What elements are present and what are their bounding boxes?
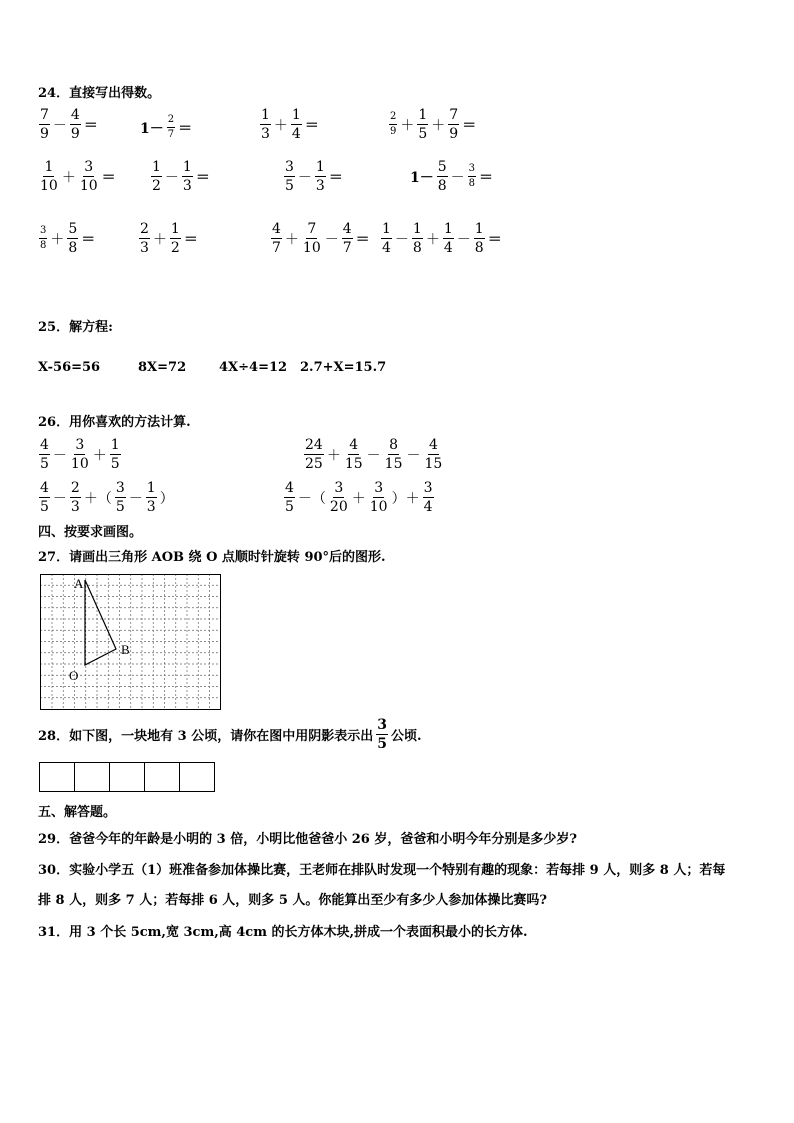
fraction-numerator: 7 [449, 107, 459, 123]
fraction-denominator: 10 [79, 178, 98, 194]
fraction-denominator: 8 [474, 240, 484, 256]
q28-text-before: 28．如下图，一块地有 3 公顷，请你在图中用阴影表示出 [38, 729, 374, 744]
fraction-numerator: 1 [382, 221, 391, 237]
fraction [67, 222, 78, 255]
fraction [344, 438, 364, 471]
fraction [437, 160, 448, 193]
fraction-numerator: 2 [70, 480, 80, 496]
equals-sign: ＝ [178, 120, 193, 137]
fraction-numerator: 3 [374, 480, 384, 496]
fraction [342, 222, 353, 255]
operator: 1－ [410, 169, 434, 186]
fraction-numerator: 1 [152, 159, 161, 175]
fraction-numerator: 1 [443, 221, 453, 237]
q24-expression-12 [380, 222, 502, 255]
fraction-denominator: 9 [70, 126, 80, 142]
equals-sign: ＝ [101, 169, 116, 186]
operator: － [450, 169, 465, 186]
fraction-numerator: 3 [285, 159, 294, 175]
fraction-denominator: 3 [182, 178, 192, 194]
equals-sign: ＝ [183, 231, 198, 248]
q24-expression-5 [38, 160, 116, 193]
q30-line-2: 排 8 人，则多 7 人；若每排 6 人，则多 5 人。你能算出至少有多少人参加体操比赛吗? [38, 893, 548, 908]
fraction-numerator: 1 [182, 159, 192, 175]
fraction-numerator: 4 [40, 480, 49, 496]
fraction-numerator: 1 [412, 221, 422, 237]
section-5-heading: 五、解答题。 [38, 805, 117, 820]
q26-expression-3 [38, 481, 176, 514]
fraction-numerator: 5 [68, 221, 78, 237]
fraction-numerator: 3 [423, 480, 433, 496]
operator: ＋ [152, 231, 167, 248]
fraction [315, 160, 326, 193]
fraction [271, 222, 282, 255]
equation-2: 8X=72 [138, 360, 187, 375]
fraction-denominator: 5 [115, 499, 125, 515]
equals-sign: ＝ [462, 117, 477, 134]
fraction [329, 481, 349, 514]
q24-expression-1 [38, 108, 98, 141]
equals-sign: ＝ [304, 117, 319, 134]
fraction-denominator: 7 [272, 240, 281, 256]
q24-expression-8 [408, 160, 493, 193]
q24-expression-7 [283, 160, 343, 193]
fraction-denominator: 5 [285, 499, 294, 515]
operator: ＋ [92, 447, 107, 464]
land-boxes [39, 762, 215, 792]
fraction [167, 115, 175, 140]
operator: ） [159, 490, 174, 507]
q26-expression-2 [303, 438, 444, 471]
fraction-numerator: 7 [40, 107, 49, 123]
fraction-denominator: 3 [146, 499, 156, 515]
fraction [39, 226, 47, 251]
fraction [468, 164, 476, 189]
fraction-denominator: 2 [170, 240, 180, 256]
q28-question [38, 718, 421, 751]
fraction [70, 108, 81, 141]
fraction [304, 438, 324, 471]
fraction-denominator: 5 [285, 178, 294, 194]
fraction-denominator: 15 [344, 456, 363, 472]
q24-expression-3 [259, 108, 319, 141]
fraction-denominator: 7 [342, 240, 352, 256]
fraction-numerator: 4 [285, 480, 294, 496]
fraction-denominator: 4 [423, 499, 433, 515]
fraction [284, 160, 295, 193]
operator: ＋ [61, 169, 76, 186]
q28-fraction [376, 718, 388, 751]
operator: ）＋ [391, 490, 420, 507]
fraction [139, 222, 150, 255]
fraction-denominator: 5 [418, 126, 428, 142]
equals-sign: ＝ [83, 117, 98, 134]
fraction-denominator: 3 [261, 126, 270, 142]
operator: － [164, 169, 179, 186]
fraction-denominator: 2 [152, 178, 161, 194]
operator: ＋ [284, 231, 299, 248]
fraction-numerator: 1 [146, 480, 156, 496]
fraction-numerator: 4 [428, 437, 438, 453]
fraction-denominator: 25 [305, 456, 323, 472]
fraction-numerator: 1 [44, 159, 54, 175]
grid-lines [40, 574, 221, 710]
fraction-denominator: 9 [449, 126, 459, 142]
fraction [412, 222, 423, 255]
operator: － [406, 447, 421, 464]
fraction [423, 481, 434, 514]
fraction-denominator: 15 [384, 456, 403, 472]
fraction [284, 481, 295, 514]
fraction-numerator: 3 [39, 226, 47, 239]
fraction-numerator: 24 [305, 437, 323, 453]
equals-sign: ＝ [328, 169, 343, 186]
fraction-denominator: 9 [40, 126, 49, 142]
operator: － [394, 231, 409, 248]
fraction [151, 160, 162, 193]
fraction-numerator: 1 [291, 107, 301, 123]
operator: －（ [297, 490, 326, 507]
fraction-denominator: 3 [140, 240, 149, 256]
fraction [70, 481, 81, 514]
fraction-denominator: 8 [40, 240, 47, 251]
equation-3: 4X÷4=12 [219, 360, 288, 375]
q26-expression-4 [283, 481, 435, 514]
q24-expression-2 [138, 115, 192, 140]
fraction [443, 222, 454, 255]
operator: ＋ [50, 231, 65, 248]
fraction-denominator: 4 [443, 240, 453, 256]
rotation-grid-figure [40, 574, 222, 711]
fraction-denominator: 5 [40, 456, 49, 472]
fraction [260, 108, 271, 141]
operator: ＋ [425, 231, 440, 248]
q31-text: 31．用 3 个长 5cm,宽 3cm,高 4cm 的长方体木块,拼成一个表面积最小的长方体. [38, 925, 528, 940]
fraction-denominator: 15 [424, 456, 443, 472]
fraction-numerator: 3 [75, 437, 85, 453]
fraction-numerator: 5 [437, 159, 447, 175]
operator: ＋ [326, 447, 341, 464]
fraction-numerator: 2 [389, 112, 397, 125]
fraction [115, 481, 126, 514]
operator: － [324, 231, 339, 248]
fraction-numerator: 1 [170, 221, 180, 237]
fraction [389, 112, 397, 137]
fraction [423, 438, 443, 471]
operator: ＋ [431, 117, 446, 134]
q24-expression-9 [38, 222, 95, 255]
fraction [291, 108, 302, 141]
fraction-numerator: 8 [389, 437, 399, 453]
fraction-numerator: 1 [418, 107, 428, 123]
fraction-numerator: 4 [40, 437, 49, 453]
q24-expression-11 [270, 222, 370, 255]
fraction-denominator: 10 [369, 499, 388, 515]
fraction [146, 481, 157, 514]
q28-fraction-denominator: 5 [377, 736, 387, 752]
operator: ＋（ [83, 490, 112, 507]
q28-text-after: 公顷. [390, 729, 422, 744]
fraction-denominator: 10 [302, 240, 321, 256]
q24-expression-4 [388, 108, 476, 141]
fraction-denominator: 3 [70, 499, 80, 515]
fraction-numerator: 3 [84, 159, 94, 175]
land-box-1[interactable] [39, 762, 75, 792]
operator: － [128, 490, 143, 507]
fraction [79, 160, 99, 193]
fraction [384, 438, 404, 471]
fraction [39, 160, 59, 193]
equation-1: X-56=56 [38, 360, 101, 375]
fraction-denominator: 3 [315, 178, 325, 194]
fraction-numerator: 4 [342, 221, 352, 237]
fraction [474, 222, 485, 255]
fraction-numerator: 3 [334, 480, 344, 496]
fraction [417, 108, 428, 141]
equals-sign: ＝ [195, 169, 210, 186]
fraction [182, 160, 193, 193]
fraction-numerator: 2 [167, 115, 175, 128]
operator: － [456, 231, 471, 248]
label-o: O [69, 668, 79, 683]
land-box-5[interactable] [179, 762, 215, 792]
equals-sign: ＝ [487, 231, 502, 248]
land-box-2[interactable] [74, 762, 110, 792]
fraction-denominator: 4 [382, 240, 391, 256]
q30-line-1: 30．实验小学五（1）班准备参加体操比赛，王老师在排队时发现一个特别有趣的现象：若每排 9 人，则多 8 人；若每 [38, 863, 726, 878]
operator: ＋ [273, 117, 288, 134]
fraction [369, 481, 389, 514]
fraction [39, 438, 50, 471]
fraction-numerator: 1 [315, 159, 325, 175]
label-b: B [121, 642, 130, 657]
land-box-3[interactable] [109, 762, 145, 792]
operator: － [297, 169, 312, 186]
fraction [170, 222, 181, 255]
q26-expression-1 [38, 438, 122, 471]
fraction [39, 108, 50, 141]
fraction-denominator: 8 [412, 240, 422, 256]
fraction-numerator: 3 [115, 480, 125, 496]
equals-sign: ＝ [81, 231, 96, 248]
fraction-denominator: 8 [437, 178, 447, 194]
equation-4: 2.7+X=15.7 [300, 360, 387, 375]
fraction-denominator: 5 [40, 499, 49, 515]
fraction-numerator: 3 [468, 164, 476, 177]
equals-sign: ＝ [479, 169, 494, 186]
fraction-numerator: 4 [272, 221, 281, 237]
fraction-numerator: 1 [261, 107, 270, 123]
fraction-numerator: 1 [110, 437, 120, 453]
fraction [302, 222, 322, 255]
fraction [39, 481, 50, 514]
fraction [381, 222, 392, 255]
triangle-aob [85, 580, 116, 665]
operator: － [52, 117, 67, 134]
q28-fraction-numerator: 3 [377, 717, 387, 733]
operator: － [366, 447, 381, 464]
operator: ＋ [400, 117, 415, 134]
equals-sign: ＝ [355, 231, 370, 248]
fraction [110, 438, 121, 471]
fraction-denominator: 8 [68, 240, 78, 256]
fraction-denominator: 10 [70, 456, 89, 472]
fraction [448, 108, 459, 141]
fraction-denominator: 20 [329, 499, 348, 515]
section-4-heading: 四、按要求画图。 [38, 525, 143, 540]
q26-title: 26．用你喜欢的方法计算. [38, 415, 191, 430]
fraction-denominator: 8 [468, 178, 476, 189]
fraction-denominator: 9 [390, 126, 397, 137]
q24-expression-10 [138, 222, 198, 255]
fraction [70, 438, 90, 471]
land-box-4[interactable] [144, 762, 180, 792]
fraction-numerator: 4 [70, 107, 80, 123]
q29-text: 29．爸爸今年的年龄是小明的 3 倍，小明比他爸爸小 26 岁，爸爸和小明今年分别是多少岁? [38, 832, 577, 847]
fraction-numerator: 2 [140, 221, 149, 237]
label-a: A [74, 576, 84, 591]
fraction-numerator: 1 [474, 221, 484, 237]
fraction-denominator: 5 [110, 456, 120, 472]
q24-expression-6 [150, 160, 210, 193]
q27-title: 27．请画出三角形 AOB 绕 O 点顺时针旋转 90°后的图形. [38, 550, 386, 565]
fraction-denominator: 7 [167, 129, 175, 140]
operator: 1－ [140, 120, 164, 137]
q24-title: 24．直接写出得数。 [38, 86, 161, 101]
operator: － [52, 490, 67, 507]
q25-title: 25．解方程: [38, 320, 113, 335]
operator: － [52, 447, 67, 464]
fraction-denominator: 10 [40, 178, 58, 194]
fraction-numerator: 7 [307, 221, 317, 237]
operator: ＋ [351, 490, 366, 507]
fraction-numerator: 4 [349, 437, 359, 453]
fraction-denominator: 4 [291, 126, 301, 142]
